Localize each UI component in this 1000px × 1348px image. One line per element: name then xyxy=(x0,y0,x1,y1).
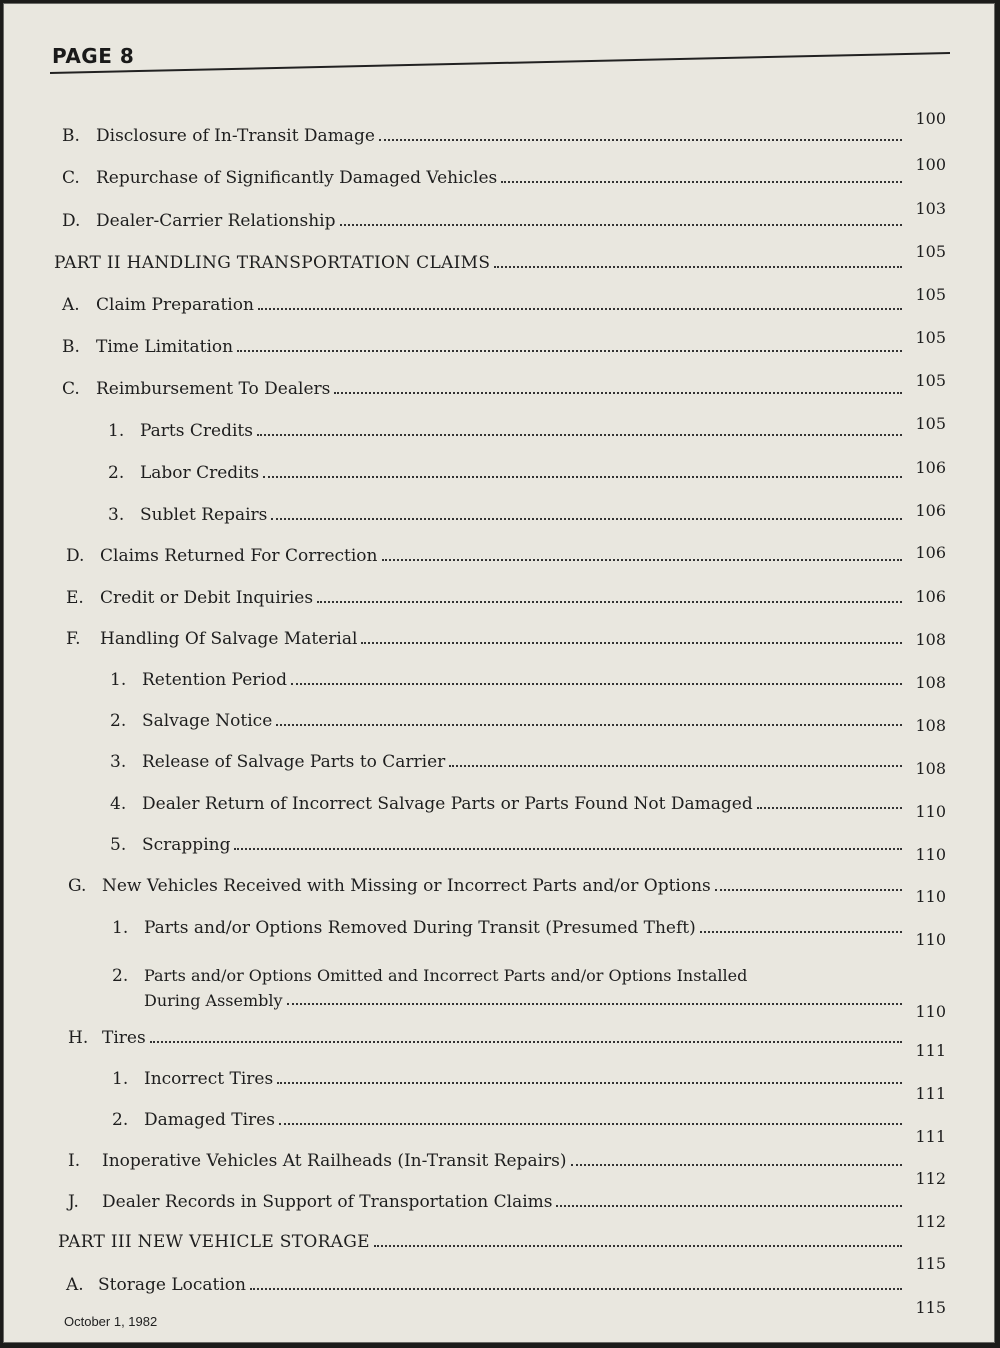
toc-entry xyxy=(4,371,996,399)
dot-leader xyxy=(374,1243,902,1247)
toc-entry-number: H. xyxy=(68,1028,89,1048)
toc-entry-title: Reimbursement To Dealers xyxy=(96,379,331,399)
dot-leader xyxy=(250,1286,902,1290)
toc-entry-page: 110 xyxy=(915,845,946,864)
dot-leader xyxy=(237,348,902,352)
dot-leader xyxy=(715,887,902,891)
dot-leader xyxy=(291,681,902,685)
toc-entry-page: 111 xyxy=(915,1127,946,1146)
toc-entry xyxy=(4,542,996,566)
toc-entry-page: 108 xyxy=(915,673,946,692)
toc-entry-number: J. xyxy=(68,1192,79,1212)
toc-entry-number: 2. xyxy=(108,463,125,483)
toc-entry-page: 110 xyxy=(915,802,946,821)
dot-leader xyxy=(317,599,902,603)
toc-entry-number: C. xyxy=(62,168,80,188)
toc-entry-page: 106 xyxy=(915,543,946,562)
toc-entry-title: Salvage Notice xyxy=(142,711,273,731)
toc-entry-page: 105 xyxy=(915,285,946,304)
toc-entry-page: 106 xyxy=(915,458,946,477)
toc-entry-number: 3. xyxy=(108,505,125,525)
toc-entry-number: 1. xyxy=(112,918,129,938)
toc-entry-title: Dealer Records in Support of Transportation Claims xyxy=(102,1192,553,1212)
toc-entry xyxy=(4,790,996,821)
toc-entry xyxy=(4,707,996,735)
toc-entry-title: Claims Returned For Correction xyxy=(100,546,378,566)
toc-entry-page: 106 xyxy=(915,587,946,606)
toc-entry-page: 103 xyxy=(915,199,946,218)
toc-entry-page: 112 xyxy=(915,1212,946,1231)
toc-entry-title: Parts and/or Options Omitted and Incorrect Parts and/or Options Installed xyxy=(144,966,748,985)
toc-entry-number: A. xyxy=(62,295,80,315)
toc-entry-title: Dealer-Carrier Relationship xyxy=(96,211,336,231)
toc-entry-number: 4. xyxy=(110,794,127,814)
toc-entry xyxy=(4,831,996,864)
toc-entry xyxy=(4,199,996,231)
toc-entry-number: B. xyxy=(62,126,80,146)
toc-entry-title: New Vehicles Received with Missing or Incorrect Parts and/or Options xyxy=(102,876,711,896)
dot-leader xyxy=(277,1080,902,1084)
toc-entry-number: C. xyxy=(62,379,80,399)
toc-entry xyxy=(4,1188,996,1231)
toc-entry xyxy=(4,1024,996,1060)
dot-leader xyxy=(700,929,902,933)
toc-entry-line1 xyxy=(112,966,747,986)
toc-entry xyxy=(4,748,996,778)
toc-entry-title: Sublet Repairs xyxy=(140,505,268,525)
toc-entry-line2 xyxy=(4,986,996,1021)
toc-entry-title: Time Limitation xyxy=(96,337,234,357)
toc-entry-title: Labor Credits xyxy=(140,463,260,483)
toc-entry-title-cont: During Assembly xyxy=(144,991,283,1010)
toc-entry xyxy=(4,1271,996,1317)
toc-entry-page: 105 xyxy=(915,242,946,261)
toc-entry-title: Dealer Return of Incorrect Salvage Parts or Parts Found Not Damaged xyxy=(142,794,753,814)
toc-entry-number: 3. xyxy=(110,752,127,772)
dot-leader xyxy=(379,137,902,141)
toc-entry xyxy=(4,155,996,188)
toc-entry-page: 106 xyxy=(915,501,946,520)
dot-leader xyxy=(361,640,902,644)
dot-leader xyxy=(449,763,902,767)
toc-entry-title: Claim Preparation xyxy=(96,295,254,315)
toc-entry-number: I. xyxy=(68,1151,81,1171)
toc-entry xyxy=(4,584,996,608)
toc-entry-number: 2. xyxy=(112,1110,129,1130)
toc-entry-title: Tires xyxy=(102,1028,146,1048)
dot-leader xyxy=(150,1039,902,1043)
toc-entry xyxy=(4,1106,996,1146)
toc-entry-page: 110 xyxy=(915,930,946,949)
toc-entry-title: Handling Of Salvage Material xyxy=(100,629,358,649)
dot-leader xyxy=(257,432,902,436)
toc-entry-page: 105 xyxy=(915,371,946,390)
page-footer-date: October 1, 1982 xyxy=(64,1314,158,1329)
toc-entry-number: 1. xyxy=(110,670,127,690)
dot-leader xyxy=(279,1121,902,1125)
toc-entry xyxy=(4,109,996,146)
dot-leader xyxy=(263,474,902,478)
toc-entry-page: 115 xyxy=(915,1254,946,1273)
dot-leader xyxy=(258,306,902,310)
toc-entry-title: PART II HANDLING TRANSPORTATION CLAIMS xyxy=(54,253,491,273)
toc-entry-title: Storage Location xyxy=(98,1275,246,1295)
toc-entry xyxy=(4,1065,996,1103)
toc-entry-multiline xyxy=(4,966,996,1021)
toc-entry xyxy=(4,501,996,525)
toc-entry-page: 112 xyxy=(915,1169,946,1188)
toc-part-heading xyxy=(4,242,996,273)
toc-entry-page: 105 xyxy=(915,414,946,433)
toc-entry-title: PART III NEW VEHICLE STORAGE xyxy=(58,1232,370,1252)
toc-entry xyxy=(4,328,996,357)
toc-entry-title: Parts and/or Options Removed During Transit (Presumed Theft) xyxy=(144,918,696,938)
toc-entry-number: D. xyxy=(62,211,81,231)
dot-leader xyxy=(757,805,902,809)
toc-entry-number: 5. xyxy=(110,835,127,855)
toc-entry-title: Damaged Tires xyxy=(144,1110,275,1130)
toc-entry-number: 2. xyxy=(110,711,127,731)
toc-entry-page: 100 xyxy=(915,109,946,128)
toc-entry-number: 1. xyxy=(112,1069,129,1089)
table-of-contents xyxy=(4,4,996,1344)
dot-leader xyxy=(334,390,902,394)
toc-entry xyxy=(4,1147,996,1188)
toc-entry-number: A. xyxy=(66,1275,84,1295)
toc-entry-page: 110 xyxy=(915,887,946,906)
dot-leader xyxy=(494,264,902,268)
toc-entry-title: Retention Period xyxy=(142,670,287,690)
toc-entry xyxy=(4,914,996,949)
toc-entry xyxy=(4,414,996,441)
toc-entry-number: D. xyxy=(66,546,85,566)
toc-entry-page: 111 xyxy=(915,1041,946,1060)
toc-entry-page: 108 xyxy=(915,716,946,735)
dot-leader xyxy=(571,1162,903,1166)
dot-leader xyxy=(276,722,902,726)
toc-entry-title: Incorrect Tires xyxy=(144,1069,274,1089)
dot-leader xyxy=(287,1001,902,1005)
dot-leader xyxy=(501,179,902,183)
dot-leader xyxy=(234,846,902,850)
toc-entry-title: Parts Credits xyxy=(140,421,253,441)
toc-entry-title: Repurchase of Significantly Damaged Vehicles xyxy=(96,168,498,188)
toc-entry-page: 100 xyxy=(915,155,946,174)
page-header: PAGE 8 xyxy=(52,44,135,68)
toc-entry-number: F. xyxy=(66,629,81,649)
toc-entry-page: 111 xyxy=(915,1084,946,1103)
toc-entry xyxy=(4,459,996,483)
dot-leader xyxy=(556,1203,902,1207)
toc-part-heading xyxy=(4,1228,996,1273)
toc-entry xyxy=(4,872,996,906)
toc-entry-page: 110 xyxy=(915,1002,946,1021)
toc-entry-page: 108 xyxy=(915,759,946,778)
toc-entry-number: E. xyxy=(66,588,84,608)
toc-entry-title: Inoperative Vehicles At Railheads (In-Transit Repairs) xyxy=(102,1151,567,1171)
dot-leader xyxy=(271,516,902,520)
toc-entry-number: 2. xyxy=(112,966,129,986)
document-page xyxy=(3,3,995,1343)
toc-entry-title: Credit or Debit Inquiries xyxy=(100,588,314,608)
toc-entry-number: 1. xyxy=(108,421,125,441)
dot-leader xyxy=(340,222,903,226)
toc-entry-page: 108 xyxy=(915,630,946,649)
toc-entry-page: 115 xyxy=(915,1298,946,1317)
toc-entry-number: G. xyxy=(68,876,87,896)
toc-entry xyxy=(4,285,996,315)
toc-entry-title: Disclosure of In-Transit Damage xyxy=(96,126,375,146)
toc-entry xyxy=(4,625,996,649)
toc-entry-number: B. xyxy=(62,337,80,357)
toc-entry-title: Scrapping xyxy=(142,835,231,855)
toc-entry xyxy=(4,666,996,690)
toc-entry-title: Release of Salvage Parts to Carrier xyxy=(142,752,446,772)
toc-entry-page: 105 xyxy=(915,328,946,347)
dot-leader xyxy=(382,557,903,561)
